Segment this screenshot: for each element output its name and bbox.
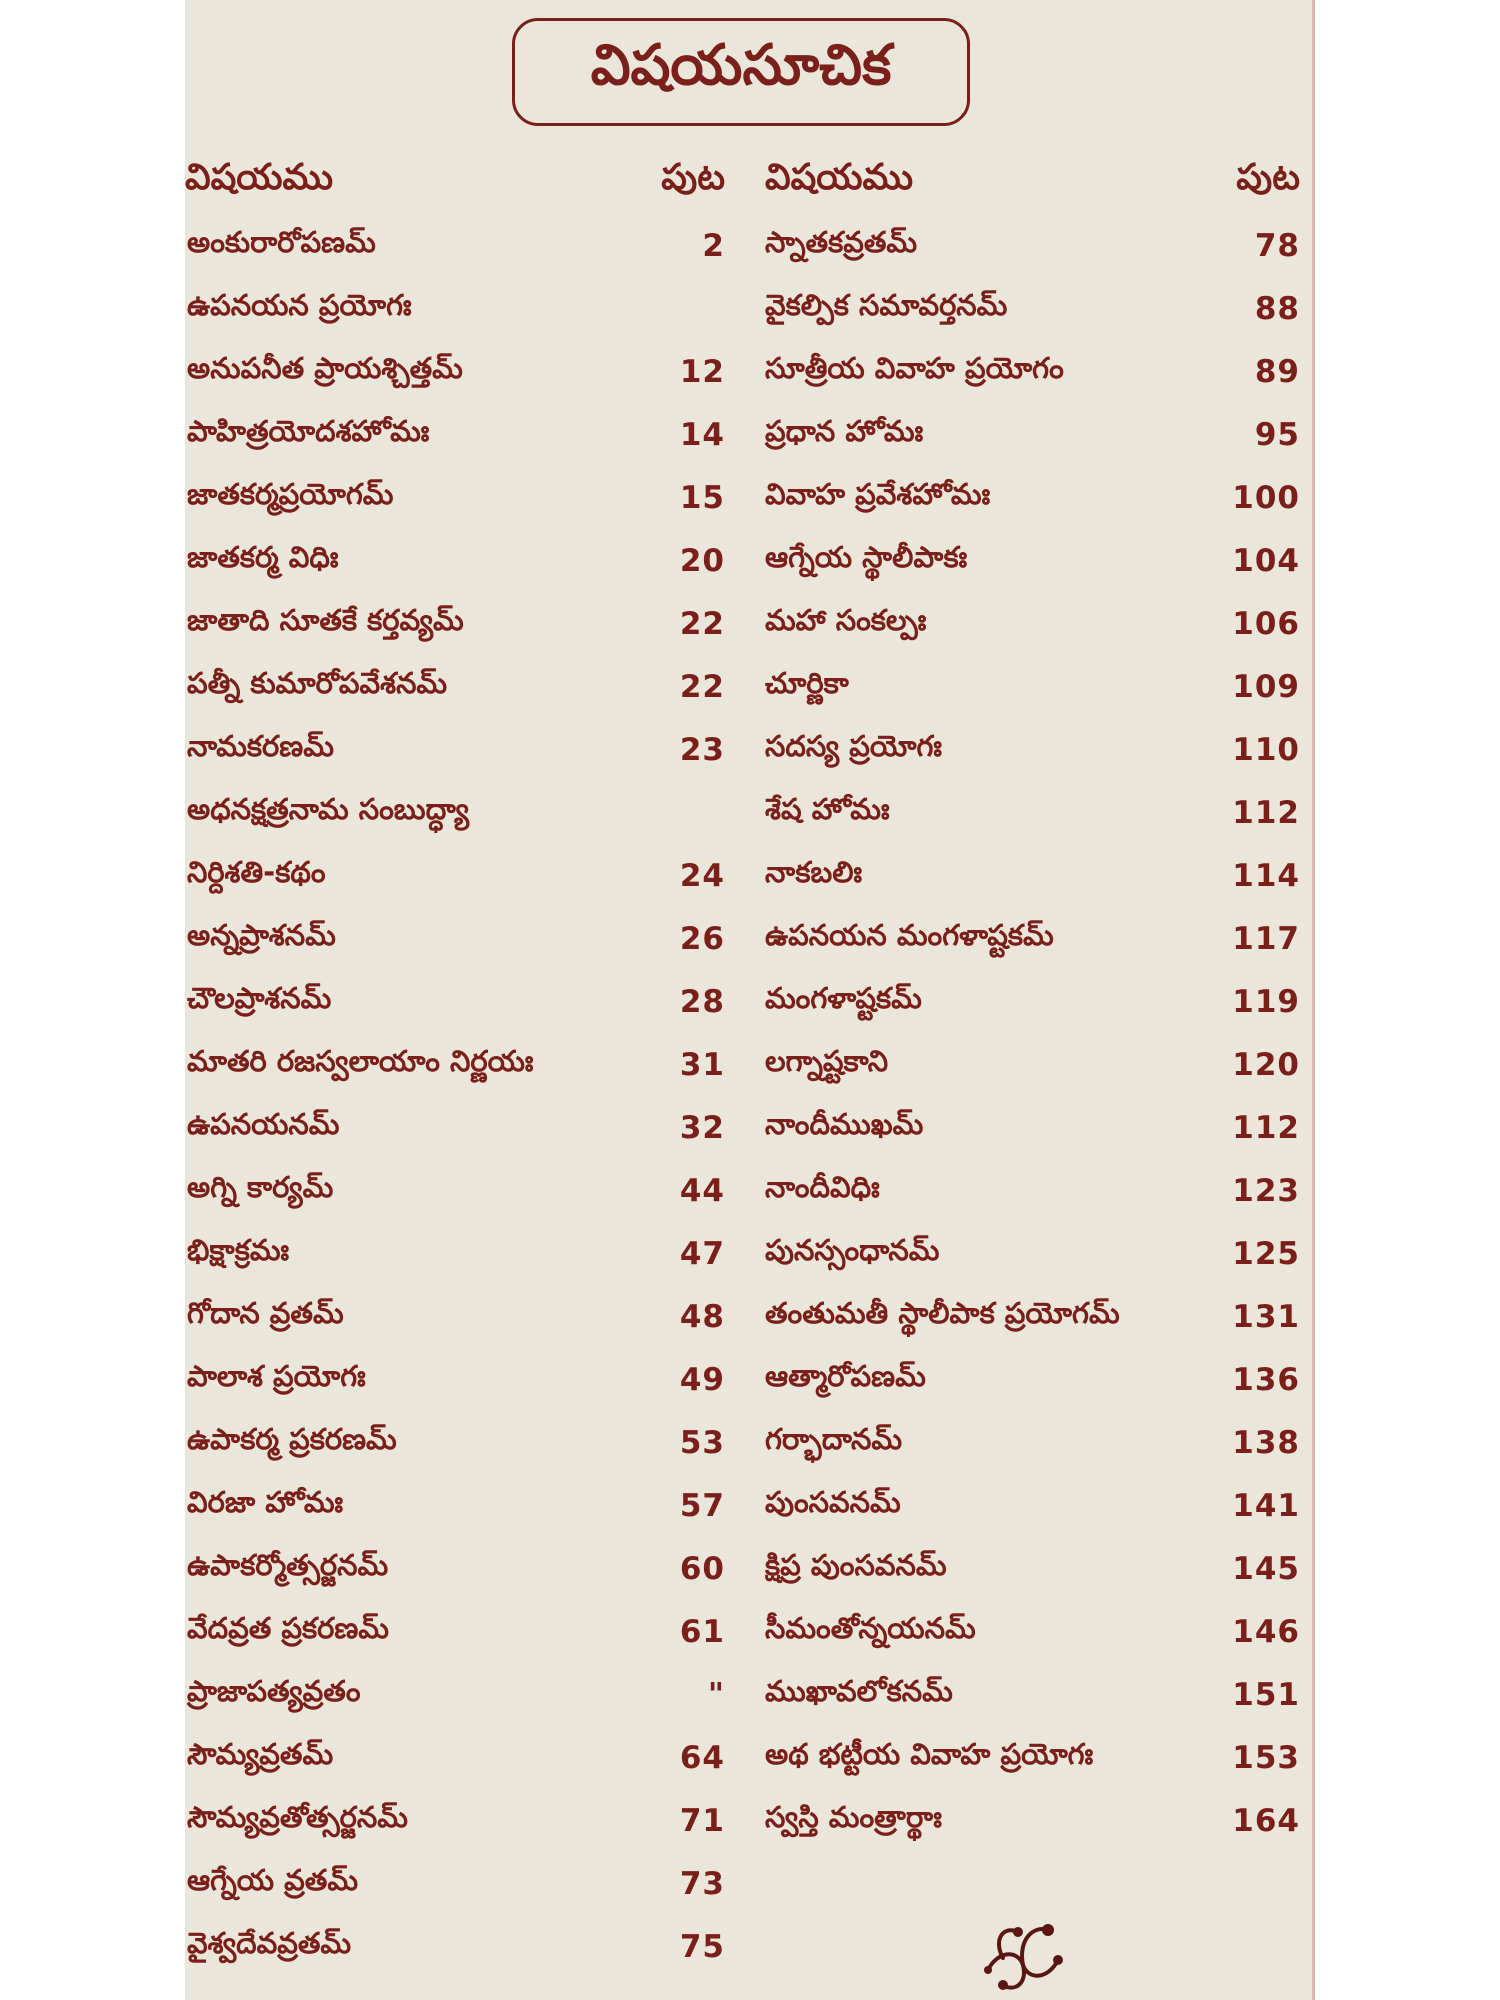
toc-entry-page: 49	[679, 1361, 725, 1398]
toc-entry-page: 64	[679, 1739, 725, 1776]
toc-entry-page: 110	[1232, 731, 1300, 768]
toc-entry-title: స్వస్తి మంత్రార్థాః	[765, 1799, 942, 1834]
toc-entry-title: నాందీముఖమ్	[765, 1106, 924, 1141]
toc-entry	[765, 1537, 1300, 1600]
toc-entry-title: అధనక్షత్రనామ సంబుద్ధ్యా	[187, 791, 470, 826]
toc-entry	[765, 1033, 1300, 1096]
toc-entry-page: 125	[1232, 1235, 1300, 1272]
toc-entry-page: 138	[1232, 1424, 1300, 1461]
toc-entry-title: అగ్ని కార్యమ్	[187, 1169, 334, 1204]
toc-entry-title: ఉపనయన ప్రయోగః	[187, 287, 412, 322]
toc-entry-title: సౌమ్యవ్రతమ్	[187, 1736, 334, 1771]
toc-entry-title: మహా సంకల్పః	[765, 602, 927, 637]
toc-entry	[765, 1600, 1300, 1663]
toc-entry-title: జాతకర్మ విధిః	[187, 539, 339, 574]
toc-entry-title: పాలాశ ప్రయోగః	[187, 1358, 366, 1393]
toc-entry-title: ఆగ్నేయ స్థాలీపాకః	[765, 539, 968, 574]
toc-entry	[185, 277, 725, 340]
toc-entry	[185, 970, 725, 1033]
toc-entry-page: 109	[1232, 668, 1300, 705]
toc-entry-page: 145	[1232, 1550, 1300, 1587]
toc-entry-title: భిక్షాక్రమః	[187, 1232, 290, 1267]
toc-entry-page: 2	[702, 227, 725, 264]
toc-entry	[765, 277, 1300, 340]
toc-entry	[185, 1726, 725, 1789]
toc-entry-title: ఉపనయనమ్	[187, 1106, 340, 1141]
toc-entry-page: 75	[679, 1928, 725, 1965]
toc-entry	[765, 340, 1300, 403]
toc-entry-page: 15	[679, 479, 725, 516]
toc-entry-title: విరజా హోమః	[187, 1484, 344, 1519]
toc-entry-page: 24	[679, 857, 725, 894]
toc-entry-page: 44	[679, 1172, 725, 1209]
toc-entry-page: 146	[1232, 1613, 1300, 1650]
toc-entry-title: అన్నప్రాశనమ్	[187, 917, 336, 952]
toc-entry	[185, 1033, 725, 1096]
toc-entry-title: చూర్ణికా	[765, 665, 849, 700]
toc-entry-title: జాతాది సూతకే కర్తవ్యమ్	[187, 602, 464, 637]
toc-entry-title: మంగళాష్టకమ్	[765, 980, 922, 1015]
toc-entry-page: 153	[1232, 1739, 1300, 1776]
toc-entry	[765, 907, 1300, 970]
toc-entry-page: 131	[1232, 1298, 1300, 1335]
toc-entry	[185, 1474, 725, 1537]
toc-entry	[185, 466, 725, 529]
toc-entry-title: సీమంతోన్నయనమ్	[765, 1610, 976, 1645]
subject-header: విషయము	[765, 157, 914, 198]
toc-entry-page: 28	[679, 983, 725, 1020]
toc-entry-title: నాందీవిధిః	[765, 1169, 880, 1204]
toc-entry-title: ప్రధాన హోమః	[765, 413, 924, 448]
toc-entry-page: "	[707, 1676, 725, 1713]
toc-entry	[765, 214, 1300, 277]
toc-entry-title: తంతుమతీ స్థాలీపాక ప్రయోగమ్	[765, 1295, 1120, 1330]
toc-entry	[185, 340, 725, 403]
toc-entry-page: 136	[1232, 1361, 1300, 1398]
toc-entry	[185, 1663, 725, 1726]
floral-ornament-icon	[973, 1910, 1068, 1995]
toc-entry-page: 119	[1232, 983, 1300, 1020]
toc-entry-page: 89	[1254, 353, 1300, 390]
toc-entry-title: మాతరి రజస్వలాయాం నిర్ణయః	[187, 1043, 534, 1078]
toc-entry-title: వివాహ ప్రవేశహోమః	[765, 476, 991, 511]
toc-entry-page: 14	[679, 416, 725, 453]
toc-entry	[765, 1285, 1300, 1348]
toc-entry-page: 57	[679, 1487, 725, 1524]
toc-entry	[185, 1411, 725, 1474]
toc-entry-title: నిర్దిశతి-కథం	[187, 854, 326, 889]
toc-entry	[185, 592, 725, 655]
toc-entry-page: 100	[1232, 479, 1300, 516]
toc-entry-title: వేదవ్రత ప్రకరణమ్	[187, 1610, 389, 1645]
toc-entry-page: 123	[1232, 1172, 1300, 1209]
toc-entry-page: 117	[1232, 920, 1300, 957]
toc-entry-title: నాకబలిః	[765, 854, 863, 889]
toc-entry	[765, 1096, 1300, 1159]
toc-entry-page: 78	[1254, 227, 1300, 264]
toc-entry	[185, 781, 725, 844]
toc-entry-page: 106	[1232, 605, 1300, 642]
toc-entry-title: ఉపాకర్మ ప్రకరణమ్	[187, 1421, 397, 1456]
toc-entry-title: స్నాతకవ్రతమ్	[765, 224, 918, 259]
toc-entry	[765, 1789, 1300, 1852]
toc-entry	[185, 1852, 725, 1915]
toc-entry	[765, 718, 1300, 781]
toc-entry-title: ఆగ్నేయ వ్రతమ్	[187, 1862, 359, 1897]
toc-entry-title: గర్భాదానమ్	[765, 1421, 902, 1456]
toc-entry	[765, 1663, 1300, 1726]
toc-entry-title: అథ భట్టీయ వివాహ ప్రయోగః	[765, 1736, 1094, 1771]
toc-entry-title: ప్రాజాపత్యవ్రతం	[187, 1673, 361, 1708]
toc-entry	[185, 1915, 725, 1978]
toc-entry	[765, 592, 1300, 655]
toc-entry-page: 53	[679, 1424, 725, 1461]
toc-entry-page: 112	[1232, 1109, 1300, 1146]
toc-entry-title: సదస్య ప్రయోగః	[765, 728, 942, 763]
page-header: పుట	[1236, 157, 1300, 198]
toc-entry	[765, 844, 1300, 907]
toc-entry-page: 22	[679, 668, 725, 705]
toc-entry-page: 151	[1232, 1676, 1300, 1713]
toc-entry	[185, 844, 725, 907]
toc-entry-title: సూత్రీయ వివాహ ప్రయోగం	[765, 350, 1064, 385]
toc-entry	[765, 781, 1300, 844]
toc-entry-title: సౌమ్యవ్రతోత్సర్జనమ్	[187, 1799, 408, 1834]
toc-entry-title: శేష హోమః	[765, 791, 890, 826]
right-column	[765, 150, 1300, 1852]
toc-entry	[185, 907, 725, 970]
toc-entry-page: 95	[1254, 416, 1300, 453]
toc-entry-title: ఉపనయన మంగళాష్టకమ్	[765, 917, 1054, 952]
toc-entry-title: అంకురారోపణమ్	[187, 224, 376, 259]
toc-entry	[185, 1600, 725, 1663]
toc-entry	[765, 529, 1300, 592]
toc-entry-title: అనుపనీత ప్రాయశ్చిత్తమ్	[187, 350, 463, 385]
toc-entry	[765, 655, 1300, 718]
toc-entry	[765, 1222, 1300, 1285]
toc-entry-page: 48	[679, 1298, 725, 1335]
toc-entry-title: వైశ్వదేవవ్రతమ్	[187, 1925, 352, 1960]
toc-entry-title: పునస్సంధానమ్	[765, 1232, 940, 1267]
left-column-header	[185, 150, 725, 214]
toc-entry-page: 114	[1232, 857, 1300, 894]
toc-entry	[185, 1159, 725, 1222]
toc-entry	[185, 214, 725, 277]
toc-entry	[185, 529, 725, 592]
right-column-header	[765, 150, 1300, 214]
toc-entry	[185, 403, 725, 466]
toc-entry-title: పుంసవనమ్	[765, 1484, 901, 1519]
toc-entry-page: 12	[679, 353, 725, 390]
toc-entry	[765, 466, 1300, 529]
toc-entry-page: 60	[679, 1550, 725, 1587]
toc-entry-page: 112	[1232, 794, 1300, 831]
toc-entry-title: పత్నీ కుమారోపవేశనమ్	[187, 665, 448, 700]
toc-entry-page: 23	[679, 731, 725, 768]
toc-entry	[765, 970, 1300, 1033]
toc-entry-page: 61	[679, 1613, 725, 1650]
toc-entry-page: 32	[679, 1109, 725, 1146]
toc-entry	[765, 1411, 1300, 1474]
toc-entry	[765, 403, 1300, 466]
toc-entry-page: 88	[1254, 290, 1300, 327]
toc-entry	[185, 1096, 725, 1159]
toc-entry	[185, 1789, 725, 1852]
subject-header: విషయము	[185, 157, 334, 198]
toc-entry-title: పాహిత్రయోదశహోమః	[187, 413, 430, 448]
toc-entry-page: 26	[679, 920, 725, 957]
toc-entry-title: నామకరణమ్	[187, 728, 334, 763]
toc-entry	[765, 1726, 1300, 1789]
toc-entry-page: 104	[1232, 542, 1300, 579]
toc-entry-page: 22	[679, 605, 725, 642]
toc-entry-title: క్షిప్ర పుంసవనమ్	[765, 1547, 947, 1582]
toc-entry-page: 31	[679, 1046, 725, 1083]
toc-entry	[765, 1348, 1300, 1411]
toc-entry-page: 120	[1232, 1046, 1300, 1083]
toc-entry	[765, 1474, 1300, 1537]
toc-entry	[185, 1348, 725, 1411]
toc-entry-title: వైకల్పిక సమావర్తనమ్	[765, 287, 1008, 322]
toc-entry-page: 141	[1232, 1487, 1300, 1524]
toc-entry-title: జాతకర్మప్రయోగమ్	[187, 476, 394, 511]
toc-entry	[765, 1159, 1300, 1222]
toc-entry-title: చౌలప్రాశనమ్	[187, 980, 332, 1015]
toc-entry-page: 71	[679, 1802, 725, 1839]
toc-entry	[185, 1537, 725, 1600]
toc-entry-page: 73	[679, 1865, 725, 1902]
index-page	[185, 0, 1315, 2000]
toc-entry-title: ఆత్మారోపణమ్	[765, 1358, 926, 1393]
toc-entry	[185, 1222, 725, 1285]
toc-entry-title: గోదాన వ్రతమ్	[187, 1295, 344, 1330]
toc-entry-title: ముఖావలోకనమ్	[765, 1673, 953, 1708]
toc-entry-title: ఉపాకర్మోత్సర్జనమ్	[187, 1547, 389, 1582]
left-column	[185, 150, 725, 1978]
toc-entry-page: 20	[679, 542, 725, 579]
toc-entry-page: 164	[1232, 1802, 1300, 1839]
page-header: పుట	[661, 157, 725, 198]
toc-entry	[185, 718, 725, 781]
toc-entry-page: 47	[679, 1235, 725, 1272]
toc-entry-title: లగ్నాష్టకాని	[765, 1043, 889, 1078]
page-title: విషయసూచిక	[512, 18, 970, 126]
toc-entry	[185, 1285, 725, 1348]
toc-entry	[185, 655, 725, 718]
